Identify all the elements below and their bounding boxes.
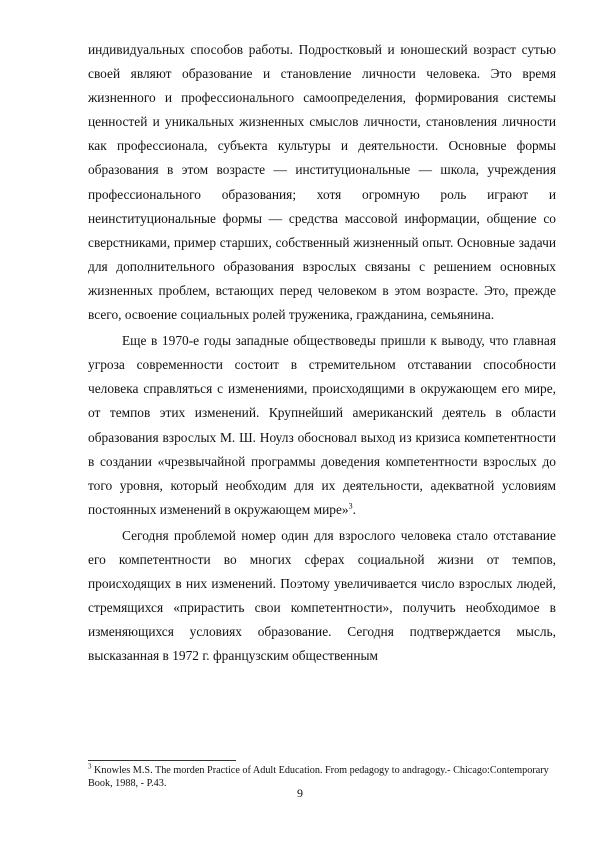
footnote-divider — [88, 760, 236, 761]
paragraph-3: Сегодня проблемой номер один для взрослого человека стало отставание его компетентности во многих сферах социальной жизни от темпов, происходящих в них изменений. Поэтому увеличивается число взрослых людей, стремящихся «прирастить свои компетентности», получить необходимое в изменяющихся условиях образование. Сегодня подтверждается мысль, высказанная в 1972 г. французским общественным — [88, 527, 556, 664]
footnote-text: Knowles M.S. The morden Practice of Adult Education. From pedagogy to andragogy.- Chicago:Contemporary Book, 1988, - P.43. — [88, 765, 549, 789]
footnote-reference[interactable]: 3 — [348, 501, 353, 511]
footnote-number: 3 — [88, 762, 92, 771]
paragraph-1: индивидуальных способов работы. Подростковый и юношеский возраст сутью своей являют образование и становление личности человека. Это время жизненного и профессионального самоопределения, формирования системы ценностей и уникальных жизненных смыслов личности, становления личности как профессионала, субъекта культуры и деятельности. Основные формы образования в этом возрасте — институциональные — школа, учреждения профессионального образования; хотя огромную роль играют и неинституциональные формы — средства массовой информации, общение со сверстниками, пример старших, собственный жизненный опыт. Основные задачи для дополнительного образования взрослых связаны с решением основных жизненных проблем, встающих перед человеком в этом возрасте. Это, прежде всего, освоение социальных ролей труженика, гражданина, семьянина. — [88, 42, 556, 323]
body-text — [88, 38, 556, 668]
paragraph-2 — [88, 329, 556, 522]
paragraph-2-trailing: . — [352, 501, 356, 517]
paragraph-2-text: Еще в 1970-е годы западные обществоведы пришли к выводу, что главная угроза современности состоит в стремительном отставании способности человека справляться с изменениями, происходящими в окружающем его мире, от темпов этих изменений. Крупнейший американский деятель в области образования взрослых М. Ш. Ноулз обосновал выход из кризиса компетентности в создании «чрезвычайной программы доведения компетентности взрослых до того уровня, который необходим для их деятельности, адекватной условиям постоянных изменений в окружающем мире» — [88, 333, 556, 517]
page-number: 9 — [297, 786, 303, 800]
